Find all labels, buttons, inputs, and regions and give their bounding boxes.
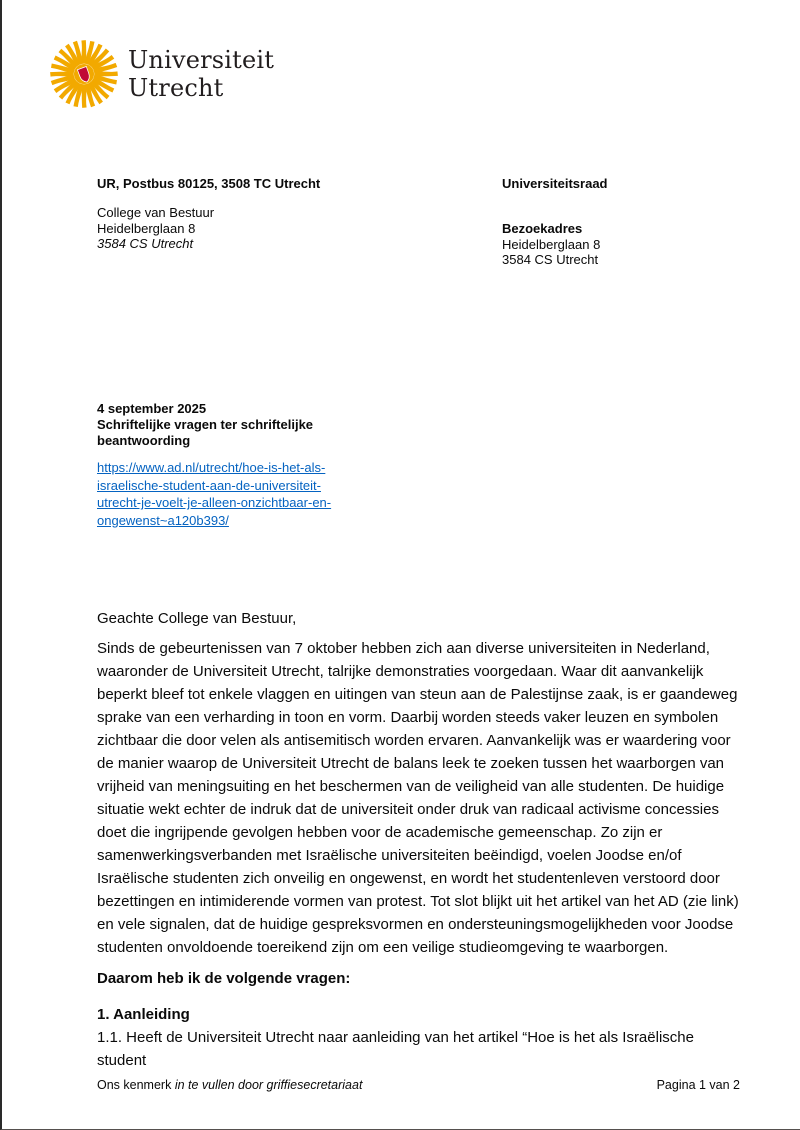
sender-org: Universiteitsraad (502, 176, 608, 191)
page-footer (97, 1078, 740, 1092)
article-link[interactable]: https://www.ad.nl/utrecht/hoe-is-het-als-israelische-student-aan-de-universiteit-utrecht-je-voelt-je-alleen-onzichtbaar-en-ongewenst~a120b393/ (97, 460, 332, 528)
letter-subject: Schriftelijke vragen ter schriftelijke beantwoording (97, 417, 314, 448)
recipient-street: Heidelberglaan 8 (97, 220, 196, 236)
university-logo (46, 36, 274, 112)
visit-address-label: Bezoekadres (502, 221, 583, 236)
letter-meta (97, 401, 337, 529)
kenmerk (97, 1078, 362, 1092)
kenmerk-label: Ons kenmerk (97, 1078, 172, 1092)
letter-date: 4 september 2025 (97, 401, 207, 416)
sender-visit-address (502, 221, 600, 268)
wordmark-line1: Universiteit (128, 46, 275, 74)
recipient-city: 3584 CS Utrecht (97, 236, 194, 251)
sender-city: 3584 CS Utrecht (502, 252, 599, 267)
return-address: UR, Postbus 80125, 3508 TC Utrecht (97, 176, 321, 191)
wordmark-line2: Utrecht (128, 74, 224, 102)
section1-title: 1. Aanleiding (97, 1006, 190, 1023)
salutation: Geachte College van Bestuur, (97, 610, 297, 627)
sender-street: Heidelberglaan 8 (502, 236, 601, 252)
page-number: Pagina 1 van 2 (656, 1078, 740, 1092)
question-1-1: 1.1. Heeft de Universiteit Utrecht naar aanleiding van het artikel “Hoe is het als Israëlische student (97, 1029, 694, 1069)
questions-intro: Daarom heb ik de volgende vragen: (97, 970, 351, 987)
uu-sun-logo (46, 36, 122, 112)
kenmerk-value: in te vullen door griffiesecretariaat (174, 1078, 363, 1092)
recipient-address (97, 205, 214, 252)
body-paragraph: Sinds de gebeurtenissen van 7 oktober hebben zich aan diverse universiteiten in Nederland, waaronder de Universiteit Utrecht, talrijke demonstraties voorgedaan. Waar dit aanvankelijk beperkt bleef tot enkele vlaggen en uitingen van steun aan de Palestijnse zaak, is er gaandeweg sprake van een verharding in toon en vorm. Daarbij worden steeds vaker leuzen en symbolen zichtbaar die door velen als antisemitisch worden ervaren. Aanvankelijk was er waardering voor de manier waarop de Universiteit Utrecht de balans leek te zoeken tussen het waarborgen van vrijheid van meningsuiting en het beschermen van de veiligheid van alle studenten. De huidige situatie wekt echter de indruk dat de universiteit onder druk van radicaal activisme concessies doet die ingrijpende gevolgen hebben voor de academische gemeenschap. Zo zijn er samenwerkingsverbanden met Israëlische universiteiten beëindigd, voelen Joodse en/of Israëlische studenten zich onveilig en ongewenst, en wordt het studentenleven verstoord door bezettingen en intimiderende vormen van protest. Tot slot blijkt uit het artikel van het AD (zie link) en vele signalen, dat de huidige gespreksvormen en ondersteuningsmogelijkheden voor Joodse studenten onvoldoende toereikend zijn om een veilige studieomgeving te waarborgen. (97, 640, 739, 956)
university-wordmark (128, 46, 274, 102)
recipient-name: College van Bestuur (97, 205, 215, 220)
letter-body (97, 607, 740, 1072)
